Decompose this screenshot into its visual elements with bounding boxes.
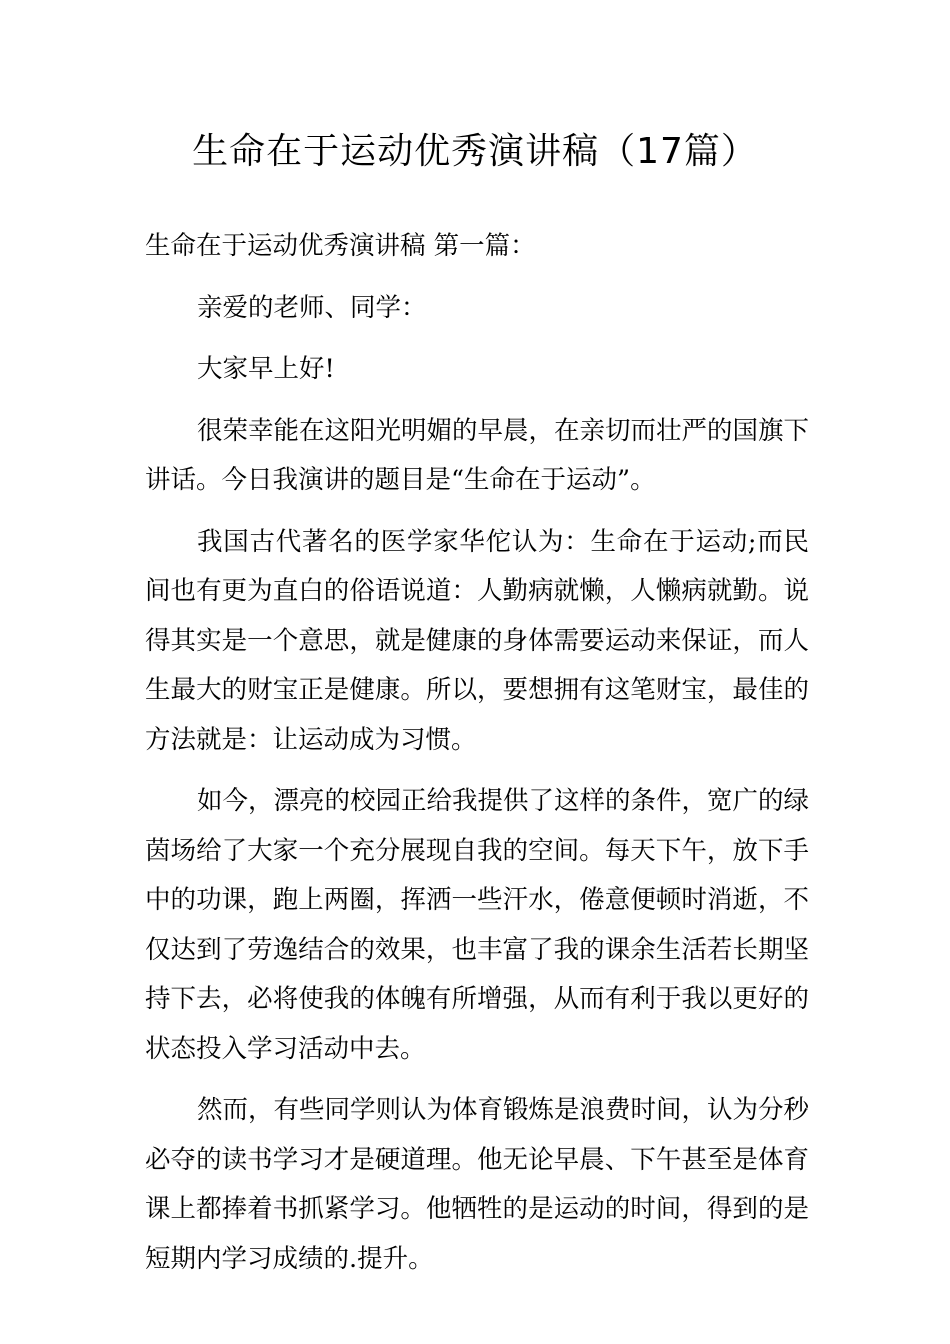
salutation: 亲爱的老师、同学：: [197, 292, 427, 323]
greeting: 大家早上好!: [197, 354, 335, 384]
document-title: 生命在于运动优秀演讲稿（17篇）: [192, 131, 758, 172]
paragraph: 很荣幸能在这阳光明媚的早晨，在亲切而壮严的国旗下讲话。今日我演讲的题目是“生命在于运动”。: [145, 415, 810, 495]
paragraph: 然而，有些同学则认为体育锻炼是浪费时间，认为分秒必夺的读书学习才是硬道理。他无论早晨、下午甚至是体育课上都捧着书抓紧学习。他牺牲的是运动的时间，得到的是短期内学习成绩的.提升。: [145, 1095, 810, 1274]
section-heading: 生命在于运动优秀演讲稿 第一篇：: [145, 231, 536, 261]
paragraph: 我国古代著名的医学家华佗认为：生命在于运动;而民间也有更为直白的俗语说道：人勤病就懒，人懒病就勤。说得其实是一个意思，就是健康的身体需要运动来保证，而人生最大的财宝正是健康。所以，要想拥有这笔财宝，最佳的方法就是：让运动成为习惯。: [145, 526, 809, 755]
document-body: [145, 222, 809, 1296]
paragraph: 如今，漂亮的校园正给我提供了这样的条件，宽广的绿茵场给了大家一个充分展现自我的空间。每天下午，放下手中的功课，跑上两圈，挥洒一些汗水，倦意便顿时消逝，不仅达到了劳逸结合的效果，也丰富了我的课余生活若长期坚持下去，必将使我的体魄有所增强，从而有利于我以更好的状态投入学习活动中去。: [145, 786, 810, 1064]
